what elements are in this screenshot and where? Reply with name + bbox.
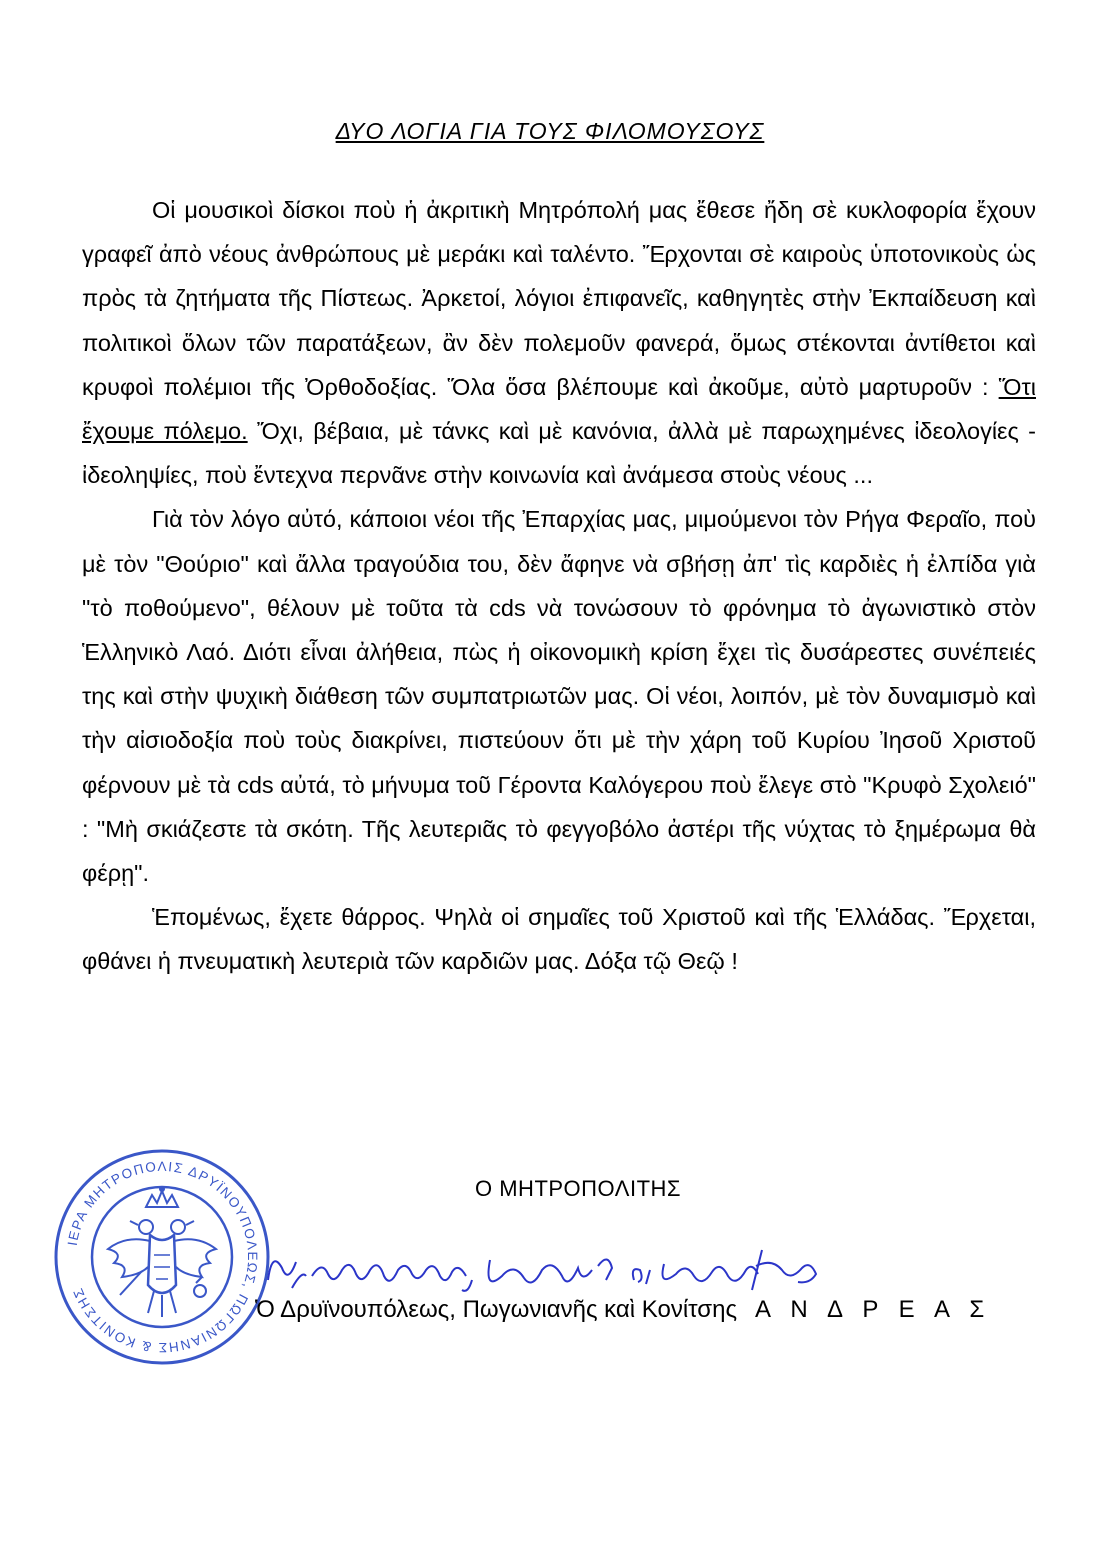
paragraph-1-text-a: Οἱ μουσικοὶ δίσκοι ποὺ ἡ ἀκριτικὴ Μητρόπολή μας ἔθεσε ἤδη σὲ κυκλοφορία ἔχουν γραφεῖ ἀπὸ νέους ἀνθρώπους μὲ μεράκι καὶ ταλέντο. Ἔρχονται σὲ καιροὺς ὑποτονικοὺς ὡς πρὸς τὰ ζητήματα τῆς Πίστεως. Ἀρκετοί, λόγιοι ἐπιφανεῖς, καθηγητὲς στὴν Ἐκπαίδευση καὶ πολιτικοὶ ὅλων τῶν παρατάξεων, ἂν δὲν πολεμοῦν φανερά, ὅμως στέκονται ἀντίθετοι καὶ κρυφοὶ πολέμιοι τῆς Ὀρθοδοξίας. Ὅλα ὅσα βλέπουμε καὶ ἀκοῦμε, αὐτὸ μαρτυροῦν : — [82, 197, 1036, 400]
signoff-title: Ο ΜΗΤΡΟΠΟΛΙΤΗΣ — [475, 1176, 681, 1201]
paragraph-1-text-b: Ὄχι, βέβαια, μὲ τάνκς καὶ μὲ κανόνια, ἀλλὰ μὲ παρωχημένες ἰδεολογίες - ἰδεοληψίες, ποὺ ἔντεχνα περνᾶνε στὴν κοινωνία καὶ ἀνάμεσα στοὺς νέους ... — [82, 418, 1036, 489]
letter-body — [82, 188, 1036, 984]
signature-line — [255, 1296, 991, 1324]
paragraph-2: Γιὰ τὸν λόγο αὐτό, κάποιοι νέοι τῆς Ἐπαρχίας μας, μιμούμενοι τὸν Ρήγα Φεραῖο, ποὺ μὲ τὸν "Θούριο" καὶ ἄλλα τραγούδια του, δὲν ἄφηνε νὰ σβήσῃ ἀπ' τὶς καρδιὲς ἡ ἐλπίδα γιὰ "τὸ ποθούμενο", θέλουν μὲ τοῦτα τὰ cds νὰ τονώσουν τὸ φρόνημα τὸ ἀγωνιστικὸ στὸν Ἑλληνικὸ Λαό. Διότι εἶναι ἀλήθεια, πὼς ἡ οἰκονομικὴ κρίση ἔχει τὶς δυσάρεστες συνέπειές της καὶ στὴν ψυχικὴ διάθεση τῶν συμπατριωτῶν μας. Οἱ νέοι, λοιπόν, μὲ τὸν δυναμισμὸ καὶ τὴν αἰσιοδοξία ποὺ τοὺς διακρίνει, πιστεύουν ὅτι μὲ τὴν χάρη τοῦ Κυρίου Ἰησοῦ Χριστοῦ φέρνουν μὲ τὰ cds αὐτά, τὸ μήνυμα τοῦ Γέροντα Καλόγερου ποὺ ἔλεγε στὸ "Κρυφὸ Σχολειό" : "Μὴ σκιάζεστε τὰ σκότη. Τῆς λευτεριᾶς τὸ φεγγοβόλο ἀστέρι τῆς νύχτας τὸ ξημέρωμα θὰ φέρῃ". — [82, 506, 1036, 887]
signature-title: Ὁ Δρυϊνουπόλεως, Πωγωνιανῆς καὶ Κονίτσης — [255, 1296, 738, 1323]
signature-name: Α Ν Δ Ρ Ε Α Σ — [755, 1296, 992, 1323]
underlined-phrase: Ὅτι ἔχουμε πόλεμο. — [82, 373, 1036, 445]
handwritten-signature-icon — [262, 1240, 822, 1300]
paragraph-3: Ἑπομένως, ἔχετε θάρρος. Ψηλὰ οἱ σημαῖες τοῦ Χριστοῦ καὶ τῆς Ἑλλάδας. Ἔρχεται, φθάνει ἡ πνευματικὴ λευτεριὰ τῶν καρδιῶν μας. Δόξα τῷ Θεῷ ! — [82, 904, 1036, 975]
seal-text: ΙΕΡΑ ΜΗΤΡΟΠΟΛΙΣ ΔΡΥΪΝΟΥΠΟΛΕΩΣ, ΠΩΓΩΝΙΑΝΗΣ & ΚΟΝΙΤΣΗΣ — [64, 1158, 261, 1356]
paragraph-1 — [82, 188, 1036, 497]
metropolis-seal-icon — [50, 1145, 274, 1369]
document-title: ΔΥΟ ΛΟΓΙΑ ΓΙΑ ΤΟΥΣ ΦΙΛΟΜΟΥΣΟΥΣ — [335, 118, 765, 144]
